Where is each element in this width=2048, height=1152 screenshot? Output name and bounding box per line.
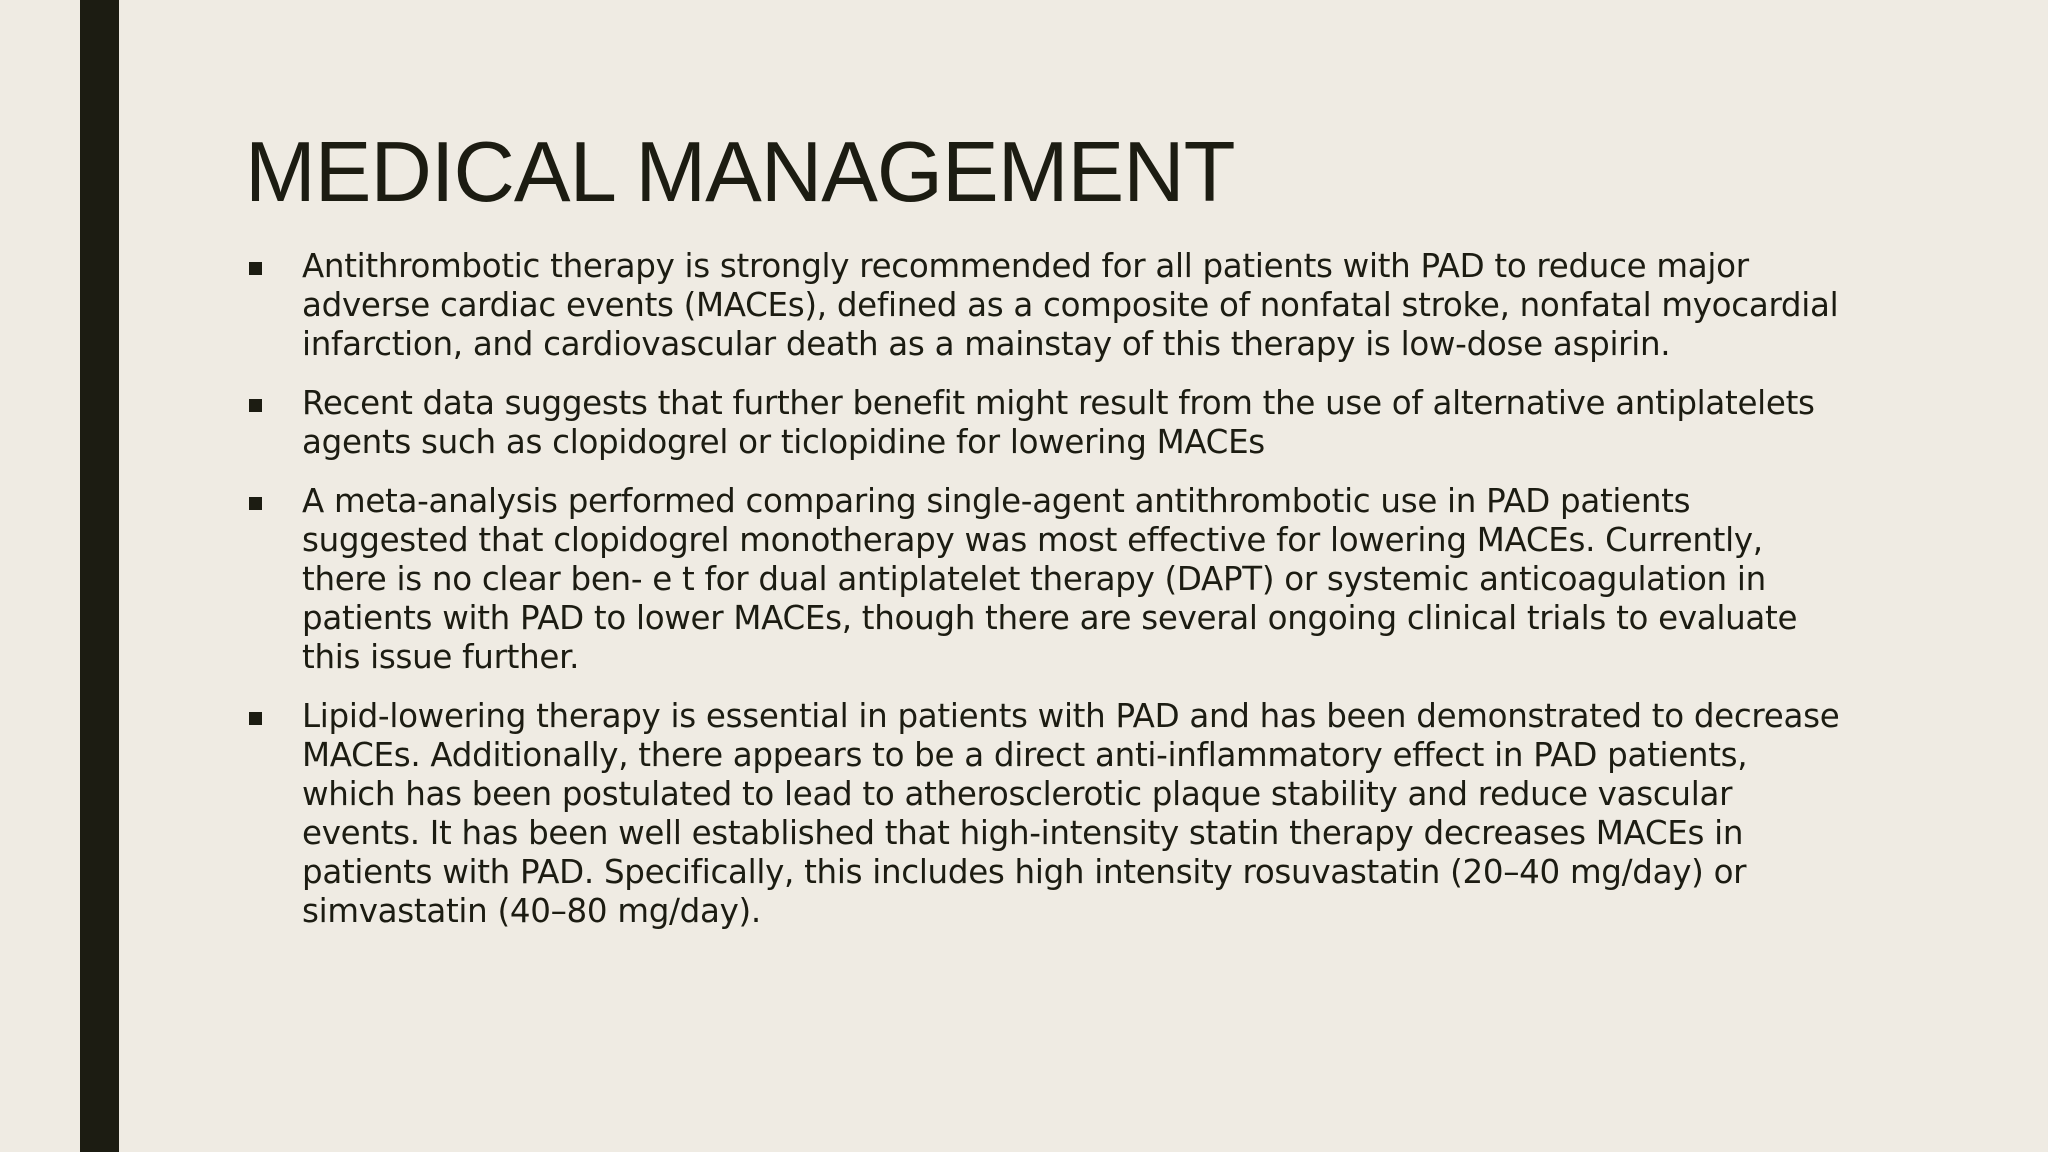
square-bullet-icon (249, 497, 262, 510)
bullet-text: Recent data suggests that further benefit might result from the use of alternative antiplatelets agents such as clopidogrel or ticlopidine for lowering MACEs (302, 384, 1815, 461)
left-accent-bar (80, 0, 119, 1152)
slide-title: MEDICAL MANAGEMENT (245, 125, 1235, 220)
square-bullet-icon (249, 712, 262, 725)
square-bullet-icon (249, 399, 262, 412)
bullet-item (245, 697, 1845, 931)
bullet-item (245, 247, 1845, 364)
bullet-text: Lipid-lowering therapy is essential in patients with PAD and has been demonstrated to decrease MACEs. Additionally, there appears to be a direct anti-inflammatory effect in PAD patients, which has been postulated to lead to atherosclerotic plaque stability and reduce vascular events. It has been well established that high-intensity statin therapy decreases MACEs in patients with PAD. Specifically, this includes high intensity rosuvastatin (20–40 mg/day) or simvastatin (40–80 mg/day). (302, 697, 1840, 930)
square-bullet-icon (249, 262, 262, 275)
bullet-list (245, 247, 1845, 951)
bullet-item (245, 482, 1845, 677)
bullet-text: Antithrombotic therapy is strongly recommended for all patients with PAD to reduce major adverse cardiac events (MACEs), defined as a composite of nonfatal stroke, nonfatal myocardial infarction, and cardiovascular death as a mainstay of this therapy is low-dose aspirin. (302, 247, 1839, 363)
bullet-text: A meta-analysis performed comparing single-agent antithrombotic use in PAD patients suggested that clopidogrel monotherapy was most effective for lowering MACEs. Currently, there is no clear ben- e t for dual antiplatelet therapy (DAPT) or systemic anticoagulation in patients with PAD to lower MACEs, though there are several ongoing clinical trials to evaluate this issue further. (302, 482, 1798, 676)
bullet-item (245, 384, 1845, 462)
